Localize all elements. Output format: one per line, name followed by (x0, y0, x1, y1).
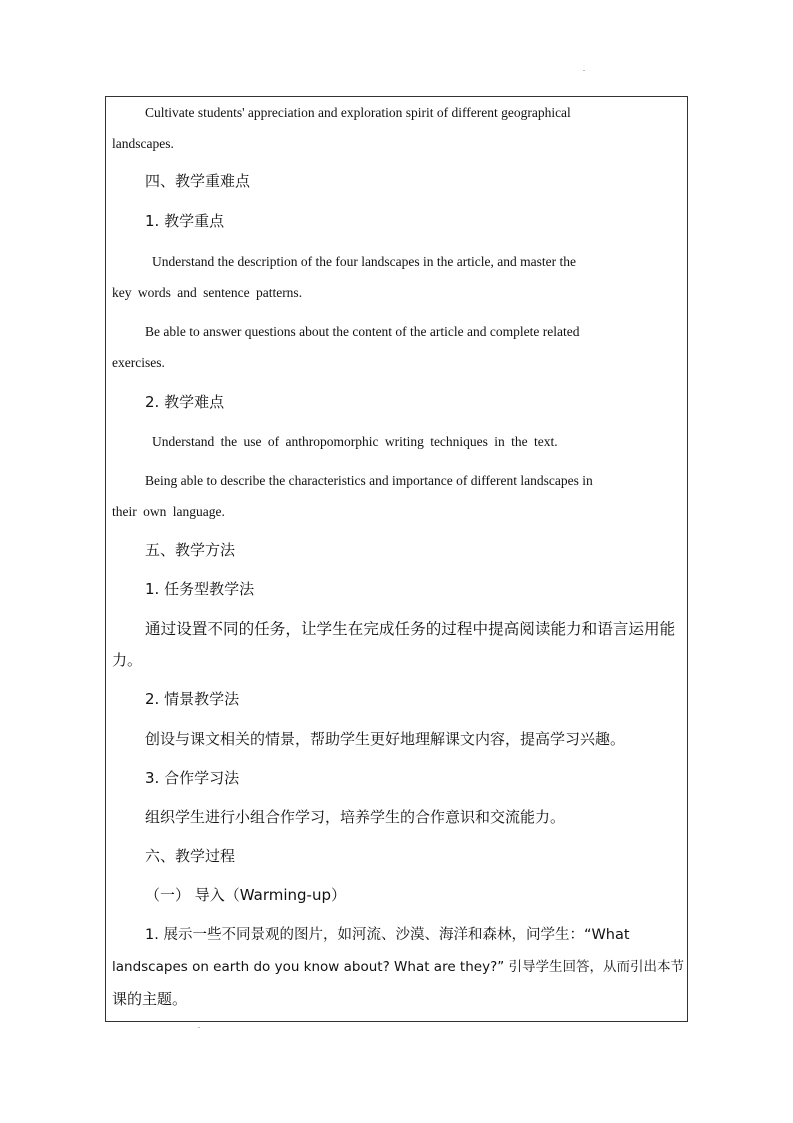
page-mark-bottom (198, 1027, 200, 1028)
section5-heading: 五、教学方法 (145, 541, 236, 559)
method1-line1: 通过设置不同的任务，让学生在完成任务的过程中提高阅读能力和语言运用能 (145, 620, 676, 638)
method2-line1: 创设与课文相关的情景，帮助学生更好地理解课文内容，提高学习兴趣。 (145, 730, 626, 748)
method1-heading: 1. 任务型教学法 (145, 580, 255, 598)
method2-heading: 2. 情景教学法 (145, 690, 240, 708)
difficulty-p2-line2: their own language. (112, 504, 225, 519)
focus-heading: 1. 教学重点 (145, 212, 225, 230)
step1-line2: landscapes on earth do you know about? What are they?” 引导学生回答，从而引出本节 (112, 959, 685, 975)
focus-p2-line1: Be able to answer questions about the content of the article and complete related (145, 324, 580, 339)
goal-line1: Cultivate students' appreciation and exploration spirit of different geographical (145, 105, 571, 120)
method3-line1: 组织学生进行小组合作学习，培养学生的合作意识和交流能力。 (145, 808, 566, 826)
page-mark-top (583, 70, 585, 71)
difficulty-heading: 2. 教学难点 (145, 393, 225, 411)
method1-line2: 力。 (112, 651, 143, 669)
step1-line1: 1. 展示一些不同景观的图片，如河流、沙漠、海洋和森林，问学生：“What (145, 927, 630, 943)
focus-p1-line2: key words and sentence patterns. (112, 285, 303, 300)
method3-heading: 3. 合作学习法 (145, 769, 240, 787)
focus-p1-line1: Understand the description of the four landscapes in the article, and master the (152, 254, 576, 269)
section6-heading: 六、教学过程 (145, 847, 236, 865)
step1-heading: （一） 导入（Warming-up） (145, 886, 346, 904)
difficulty-p1: Understand the use of anthropomorphic writing techniques in the text. (152, 434, 558, 449)
difficulty-p2-line1: Being able to describe the characteristics and importance of different landscapes in (145, 473, 593, 488)
section4-heading: 四、教学重难点 (145, 172, 251, 190)
focus-p2-line2: exercises. (112, 355, 165, 370)
goal-line2: landscapes. (112, 136, 174, 151)
step1-line3: 课的主题。 (112, 990, 188, 1008)
table-cell-frame (105, 96, 688, 1022)
